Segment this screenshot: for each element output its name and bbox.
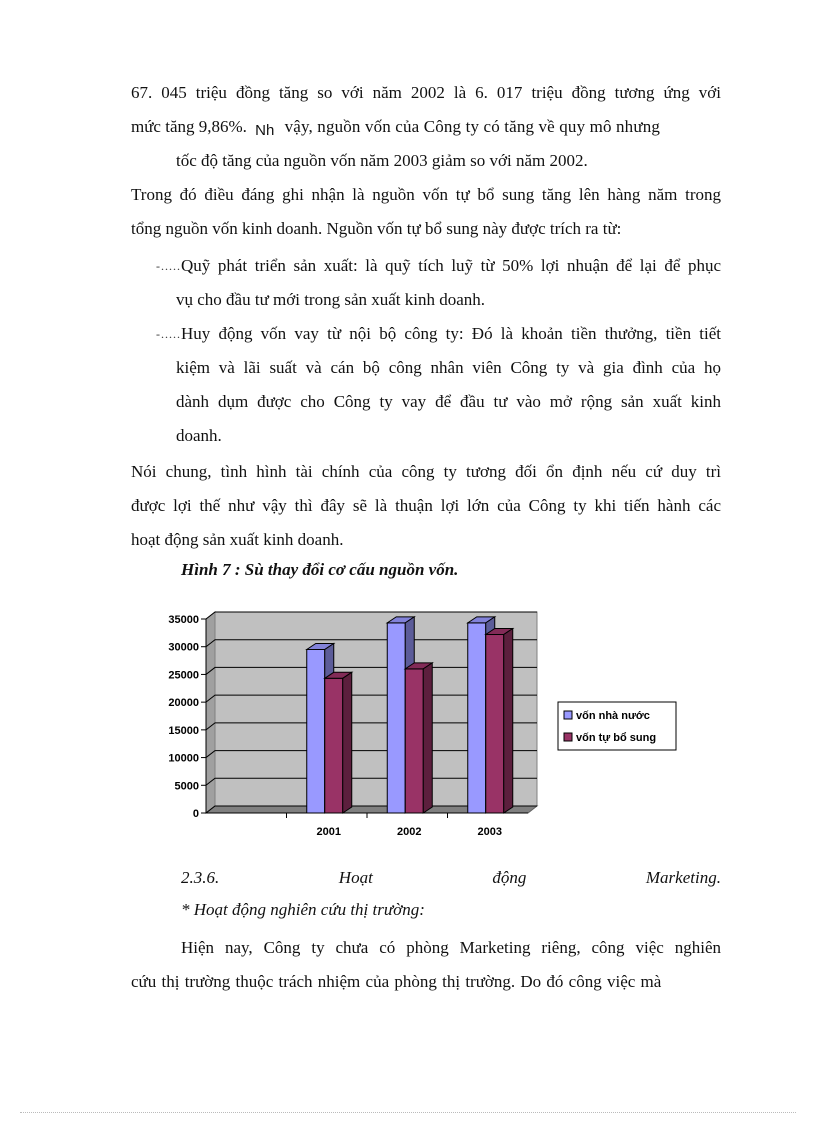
paragraph-line — [131, 110, 660, 145]
section-heading — [181, 868, 721, 888]
y-tick-label: 5000 — [174, 780, 199, 793]
paragraph-line: hoạt động sản xuất kinh doanh. — [131, 530, 344, 549]
bar — [405, 669, 423, 813]
paragraph-line: Quỹ phát triển sản xuất: là quỹ tích luỹ từ 50% lợi nhuận để lại để phục — [181, 256, 721, 275]
legend-swatch — [564, 711, 572, 719]
paragraph-line: kiệm và lãi suất và cán bộ công nhân viên Công ty và gia đình của họ — [176, 358, 721, 377]
x-tick-label: 2002 — [397, 826, 422, 838]
legend-label: vốn nhà nước — [576, 710, 650, 722]
bar — [325, 678, 343, 813]
section-number: 2.3.6. — [181, 868, 220, 887]
paragraph-line: tốc độ tăng của nguồn vốn năm 2003 giảm so với năm 2002. — [176, 151, 588, 170]
section-word: Marketing. — [645, 868, 721, 887]
y-tick-label: 25000 — [168, 669, 199, 682]
text-fragment: Nh — [255, 122, 275, 139]
bar-side — [504, 629, 513, 813]
bar — [486, 635, 504, 813]
paragraph-line: doanh. — [176, 426, 222, 445]
capital-structure-chart — [150, 605, 690, 845]
paragraph-line: 67. 045 triệu đồng tăng so với năm 2002 là 6. 017 triệu đồng tương ứng với — [131, 83, 721, 102]
paragraph-line: Nói chung, tình hình tài chính của công ty tương đối ổn định nếu cứ duy trì — [131, 462, 721, 481]
paragraph-line: vụ cho đầu tư mới trong sản xuất kinh doanh. — [176, 290, 486, 309]
paragraph-line: cứu thị trường thuộc trách nhiệm của phòng thị trường. Do đó công việc mà — [131, 972, 662, 991]
figure-caption: Hình 7 : Sù thay đổi cơ cấu nguồn vốn. — [181, 560, 459, 579]
bar — [387, 623, 405, 813]
bar-side — [343, 672, 352, 813]
section-word: Hoạt — [338, 868, 373, 887]
bar — [468, 623, 486, 813]
bullet-marker: -..... — [156, 259, 181, 273]
paragraph-line: dành dụm được cho Công ty vay để đầu tư vào mở rộng sản xuất kinh — [176, 392, 721, 411]
text-fragment: vậy, nguồn vốn của Công ty có tăng về quy mô nhưng — [284, 117, 660, 136]
y-tick-label: 0 — [192, 808, 199, 820]
section-word: động — [492, 868, 527, 887]
y-tick-label: 15000 — [168, 724, 199, 737]
bar — [307, 649, 325, 813]
legend-swatch — [564, 733, 572, 741]
paragraph-line: tổng nguồn vốn kinh doanh. Nguồn vốn tự bổ sung này được trích ra từ: — [131, 219, 622, 238]
subheading: * Hoạt động nghiên cứu thị trường: — [181, 900, 425, 919]
paragraph-line: Huy động vốn vay từ nội bộ công ty: Đó là khoản tiền thưởng, tiền tiết — [181, 324, 721, 343]
paragraph-line: Hiện nay, Công ty chưa có phòng Marketing riêng, công việc nghiên — [181, 938, 721, 957]
y-tick-label: 20000 — [168, 697, 199, 710]
y-tick-label: 30000 — [168, 641, 199, 654]
paragraph-line: được lợi thế như vậy thì đây sẽ là thuận lợi lớn của Công ty khi tiến hành các — [131, 496, 721, 515]
bar-side — [423, 663, 432, 813]
paragraph-line: Trong đó điều đáng ghi nhận là nguồn vốn tự bổ sung tăng lên hàng năm trong — [131, 185, 721, 204]
x-tick-label: 2003 — [477, 826, 502, 838]
footer-rule — [20, 1112, 796, 1113]
x-tick-label: 2001 — [316, 826, 341, 838]
legend-label: vốn tự bổ sung — [576, 732, 657, 744]
bullet-marker: -..... — [156, 327, 181, 341]
text-fragment: mức tăng 9,86%. — [131, 117, 247, 136]
y-tick-label: 10000 — [168, 752, 199, 765]
plot-side-wall — [206, 612, 215, 813]
y-tick-label: 35000 — [168, 614, 199, 626]
